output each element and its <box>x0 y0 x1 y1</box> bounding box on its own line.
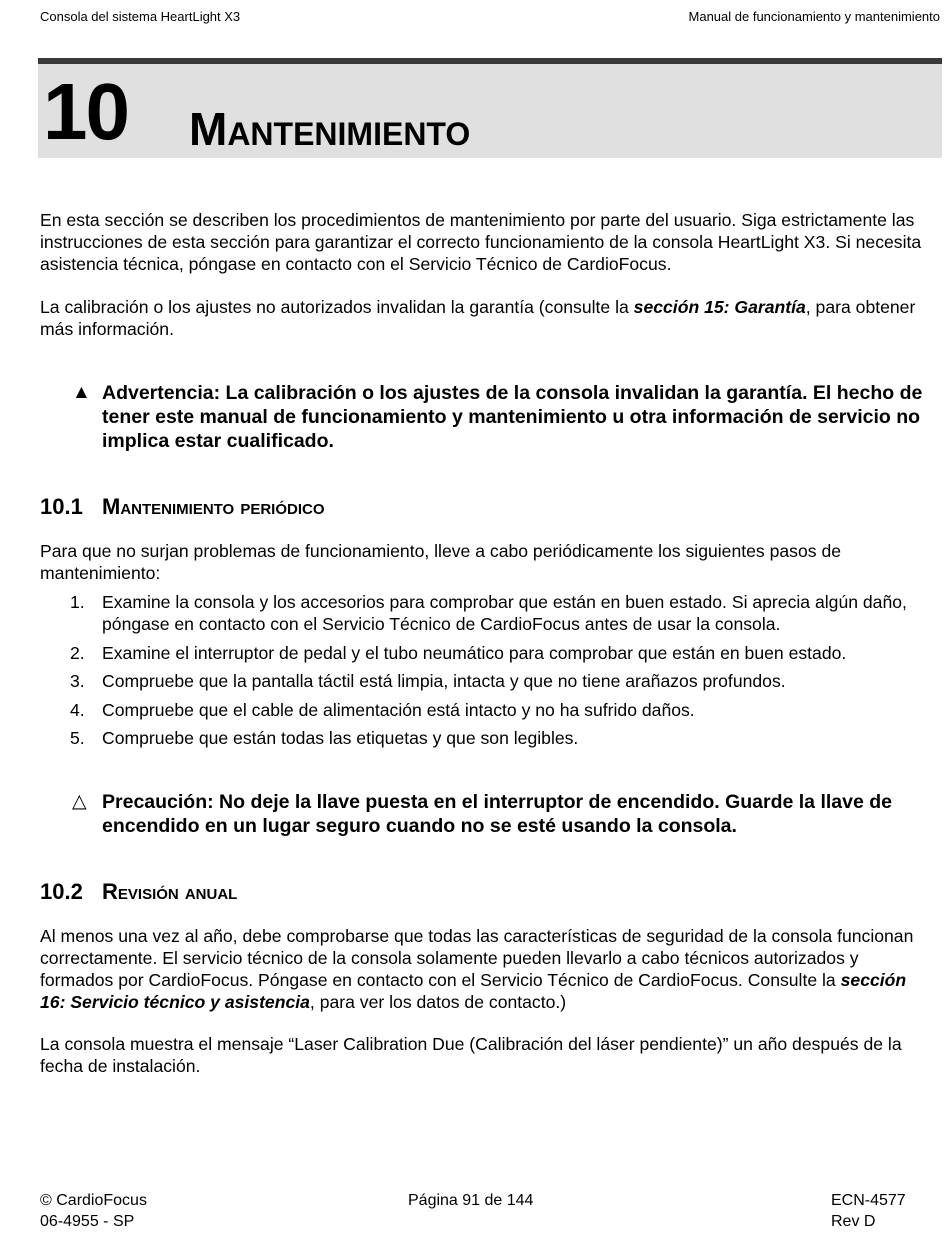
list-item <box>40 642 920 664</box>
list-item-text: Compruebe que el cable de alimentación está intacto y no ha sufrido daños. <box>102 699 695 720</box>
list-item-text: Examine la consola y los accesorios para comprobar que están en buen estado. Si aprecia algún daño, póngase en contacto con el Servicio Técnico de CardioFocus antes de usar la consola. <box>102 592 907 634</box>
warning-notice <box>72 381 932 453</box>
list-item-text: Compruebe que la pantalla táctil está limpia, intacta y que no tiene arañazos profundos. <box>102 671 786 691</box>
section-title: Revisión anual <box>102 879 238 904</box>
list-item <box>40 670 920 692</box>
list-item-number: 5. <box>70 728 85 748</box>
list-item-number: 3. <box>70 671 85 691</box>
header-document-title: Consola del sistema HeartLight X3 <box>40 9 241 24</box>
chapter-title: Mantenimiento <box>189 103 471 155</box>
footer-page-number: Página 91 de 144 <box>408 1192 534 1209</box>
caution-triangle-icon: △ <box>72 791 87 812</box>
support-section-reference: sección 16: Servicio técnico y asistencia <box>40 970 907 1012</box>
warranty-section-reference: sección 15: Garantía <box>633 297 806 317</box>
footer-ecn: ECN-4577 <box>831 1192 906 1209</box>
header-manual-title: Manual de funcionamiento y mantenimiento <box>688 9 940 24</box>
footer-left <box>40 1190 147 1232</box>
warning-text: Advertencia: La calibración o los ajustes de la consola invalidan la garantía. El hecho de tener este manual de funcionamiento y mantenimiento u otra información de servicio no implica estar cualificado. <box>102 382 923 452</box>
warranty-text-after: , para obtener más información. <box>40 297 916 339</box>
warranty-text-before: La calibración o los ajustes no autorizados invalidan la garantía (consulte la <box>40 297 634 317</box>
intro-paragraph: En esta sección se describen los procedimientos de mantenimiento por parte del usuario. Siga estrictamente las instrucciones de esta sección para garantizar el correcto funcionamiento de la consola HeartLight X3. Si necesita asistencia técnica, póngase en contacto con el Servicio Técnico de CardioFocus. <box>40 210 922 274</box>
footer-document-code: 06-4955 - SP <box>40 1213 135 1230</box>
list-item-number: 4. <box>70 699 85 720</box>
chapter-number: 10 <box>43 67 128 156</box>
list-item-number: 1. <box>70 592 85 612</box>
warning-triangle-icon: ▲ <box>72 382 91 403</box>
list-item-text: Examine el interruptor de pedal y el tubo neumático para comprobar que están en buen estado. <box>102 642 847 663</box>
section-number: 10.2 <box>40 879 83 904</box>
list-item <box>40 699 920 721</box>
list-item-number: 2. <box>70 642 85 663</box>
footer-revision: Rev D <box>831 1213 876 1230</box>
section-title: Mantenimiento periódico <box>102 494 325 519</box>
footer-copyright: © CardioFocus <box>40 1192 147 1209</box>
annual-text-after: , para ver los datos de contacto.) <box>309 992 567 1012</box>
periodic-intro-paragraph: Para que no surjan problemas de funcionamiento, lleve a cabo periódicamente los siguientes pasos de mantenimiento: <box>40 541 842 583</box>
caution-notice <box>72 790 932 838</box>
section-heading-annual <box>40 879 237 905</box>
maintenance-steps-list <box>40 591 920 756</box>
caution-text: Precaución: No deje la llave puesta en el interruptor de encendido. Guarde la llave de encendido en un lugar seguro cuando no se esté usando la consola. <box>102 791 892 837</box>
annual-paragraph <box>40 925 935 1013</box>
list-item <box>40 591 920 635</box>
list-item-text: Compruebe que están todas las etiquetas y que son legibles. <box>102 728 579 748</box>
section-number: 10.1 <box>40 494 83 519</box>
calibration-message-paragraph: La consola muestra el mensaje “Laser Calibration Due (Calibración del láser pendiente)” un año después de la fecha de instalación. <box>40 1034 902 1076</box>
list-item <box>40 727 920 749</box>
chapter-heading <box>38 64 942 158</box>
section-heading-periodic <box>40 494 325 520</box>
annual-text-before: Al menos una vez al año, debe comprobarse que todas las características de seguridad de la consola funcionan correctamente. El servicio técnico de la consola solamente pueden llevarlo a cabo técnicos autorizados y formados por CardioFocus. Póngase en contacto con el Servicio Técnico de CardioFocus. Consulte la <box>40 926 914 990</box>
warranty-paragraph <box>40 296 935 340</box>
footer-right <box>831 1190 906 1232</box>
